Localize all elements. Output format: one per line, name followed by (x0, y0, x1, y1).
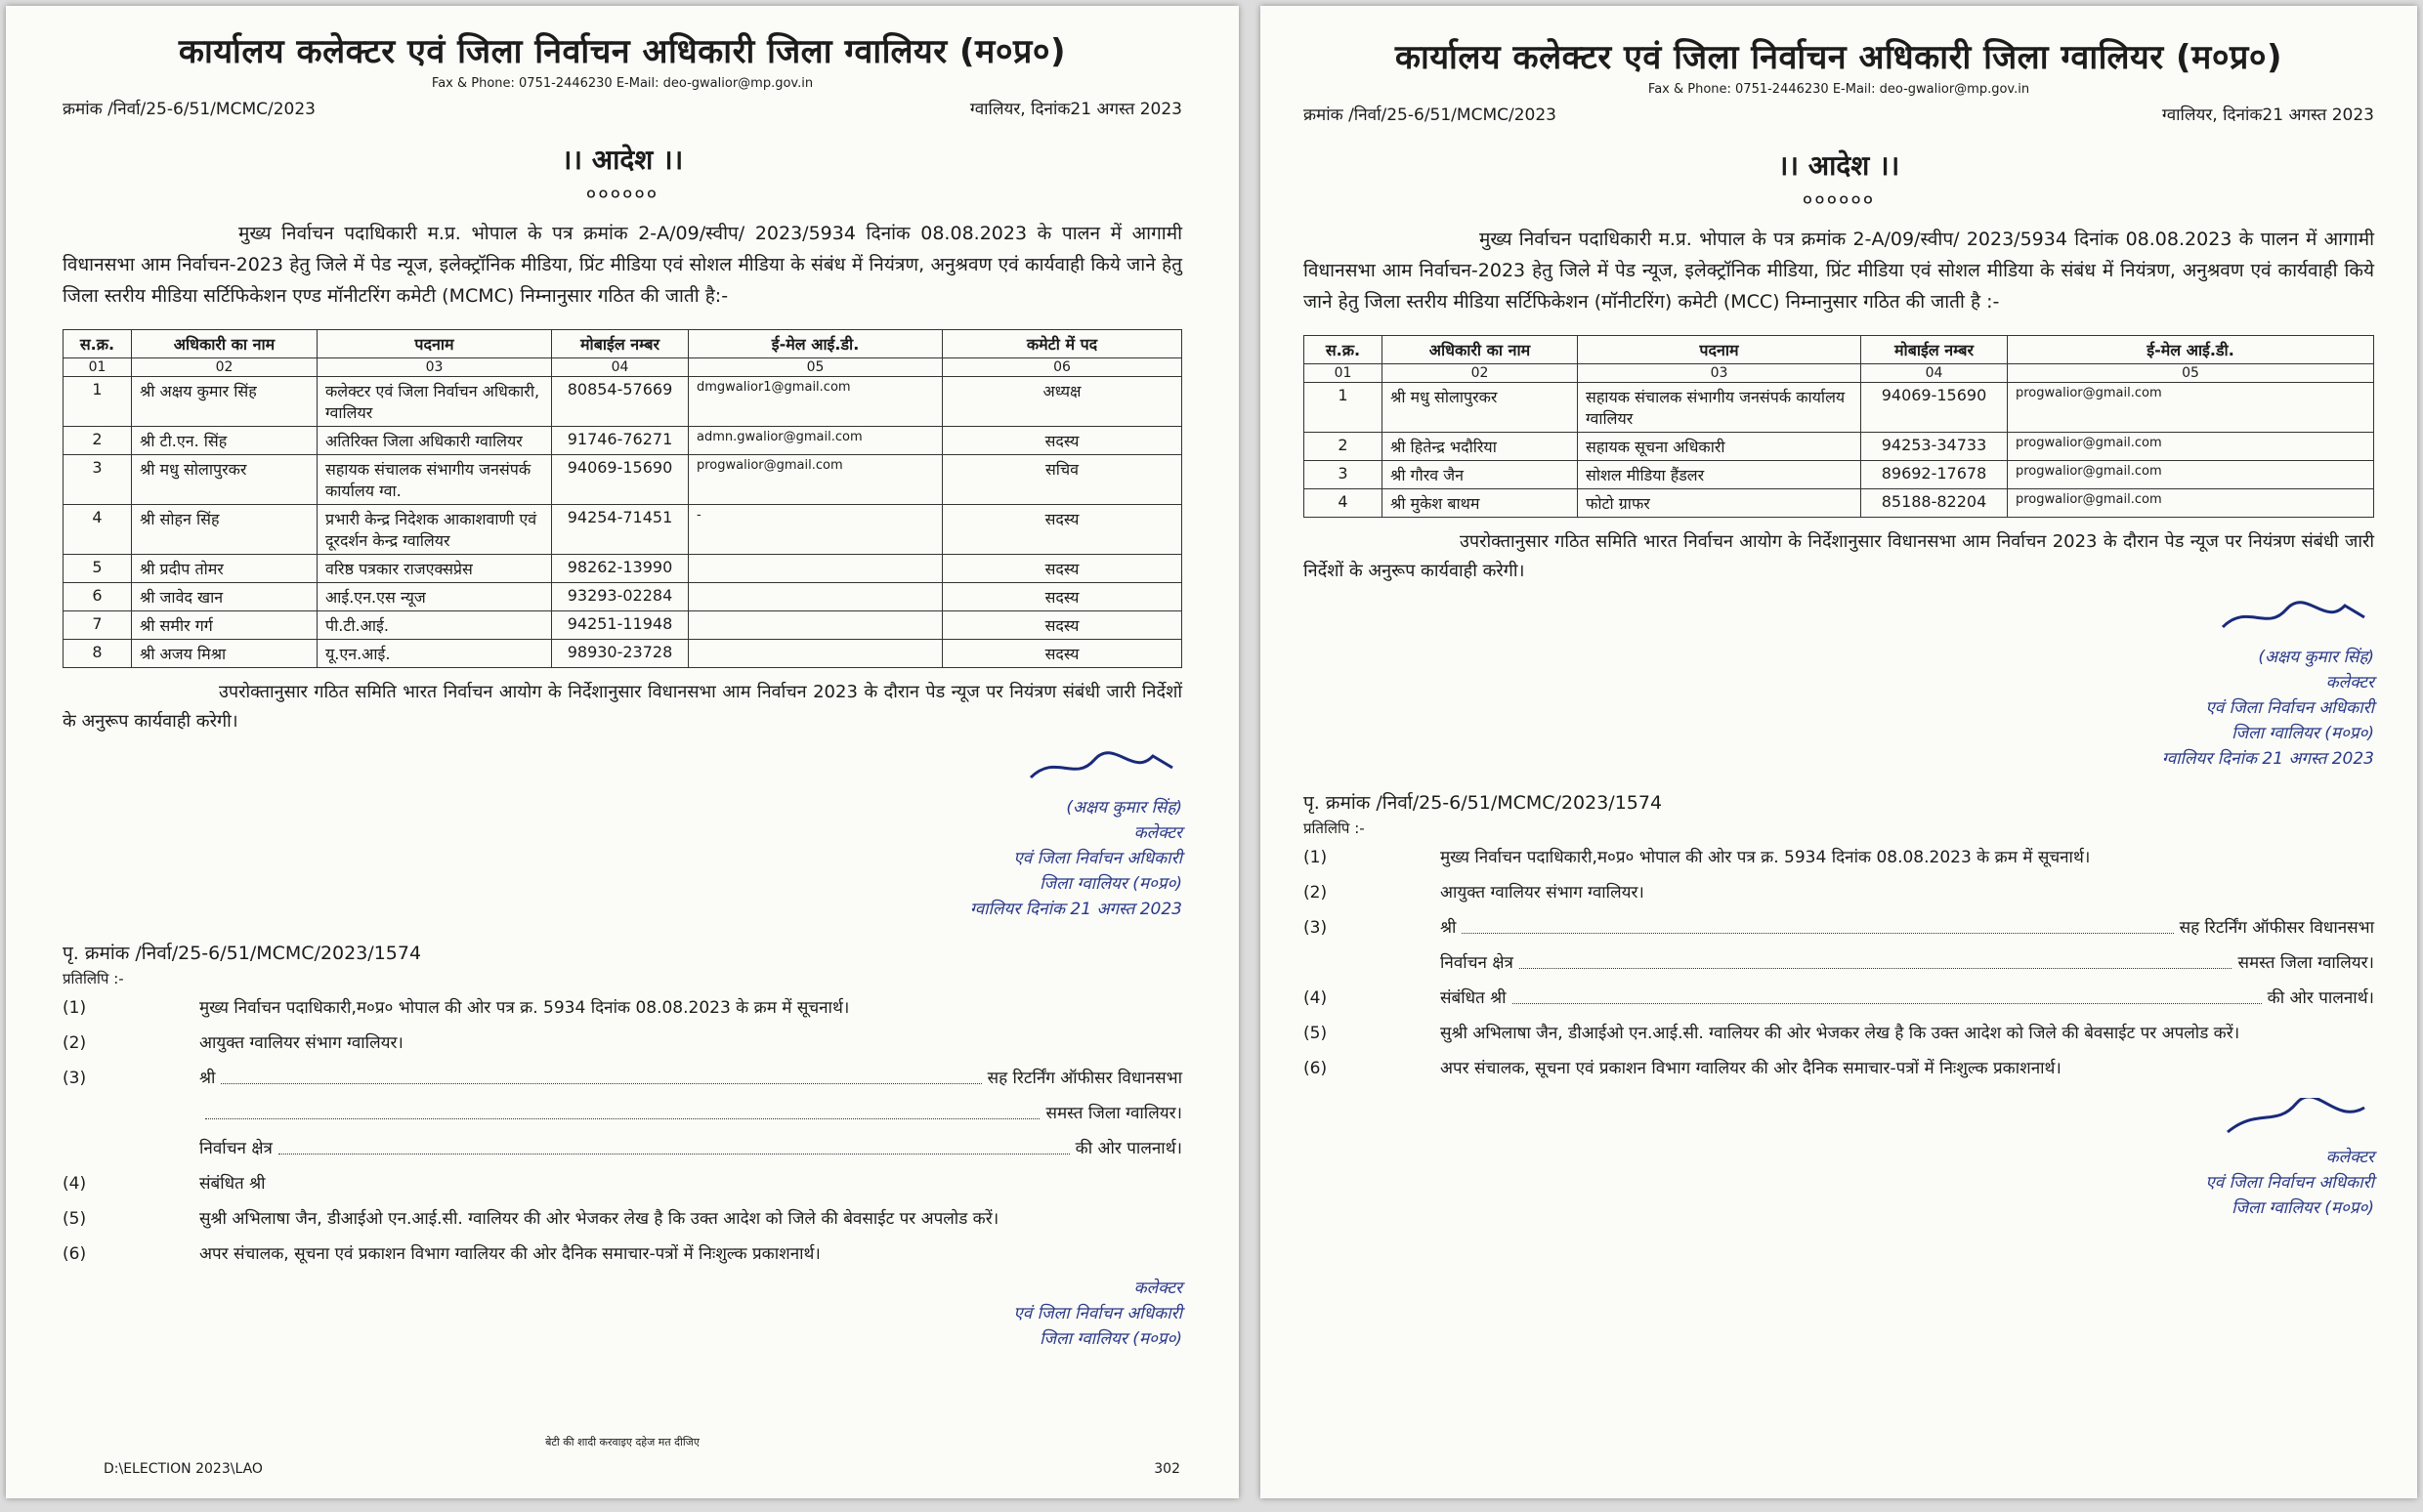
cell-designation: फोटो ग्राफर (1578, 489, 1861, 518)
signatory-district: जिला ग्वालियर (म०प्र०) (1040, 874, 1182, 894)
table-row (1304, 489, 2374, 518)
cell-serial: 1 (1304, 383, 1382, 433)
closing-paragraph: उपरोक्तानुसार गठित समिति भारत निर्वाचन आयोग के निर्देशानुसार विधानसभा आम निर्वाचन 2023 के दौरान पेड न्यूज पर नियंत्रण संबंधी जारी निर्देशों के अनुरूप कार्यवाही करेगी। (1303, 531, 2374, 581)
office-contact: Fax & Phone: 0751-2446230 E-Mail: deo-gwalior@mp.gov.in (1647, 82, 2030, 97)
signatory-name: (अक्षय कुमार सिंह) (2258, 648, 2374, 667)
copy-number (63, 1100, 199, 1127)
copy-line (199, 1135, 1182, 1162)
copy-label: प्रतिलिपि :- (63, 970, 124, 987)
cell-email: progwalior@gmail.com (2008, 461, 2374, 489)
signatory-district: जिला ग्वालियर (म०प्र०) (1040, 1329, 1182, 1349)
endorsement-reference: पृ. क्रमांक /निर्वा/25-6/51/MCMC/2023/1574 (63, 943, 422, 964)
cell-email (689, 555, 943, 583)
copy-text: श्री (199, 1069, 216, 1088)
cell-email: dmgwalior1@gmail.com (689, 377, 943, 427)
list-item (63, 1135, 1182, 1162)
cell-mobile: 80854-57669 (552, 377, 689, 427)
order-title: ।। आदेश ।। (561, 144, 684, 176)
copy-text-tail: समस्त जिला ग्वालियर। (1045, 1104, 1182, 1123)
col-number: 05 (2008, 364, 2374, 383)
cell-serial: 8 (64, 640, 132, 668)
table-row (64, 555, 1182, 583)
cell-email: progwalior@gmail.com (2008, 433, 2374, 461)
cell-serial: 1 (64, 377, 132, 427)
table-row (1304, 383, 2374, 433)
table-number-row (64, 358, 1182, 377)
cell-serial: 5 (64, 555, 132, 583)
cell-name: श्री मधु सोलापुरकर (1382, 383, 1578, 433)
copy-number: (6) (63, 1244, 87, 1264)
signatory-office: एवं जिला निर्वाचन अधिकारी (1013, 1304, 1182, 1323)
cell-serial: 2 (1304, 433, 1382, 461)
committee-table (1303, 335, 2374, 518)
table-row (64, 427, 1182, 455)
col-number: 06 (943, 358, 1182, 377)
table-row (1304, 433, 2374, 461)
cell-name: श्री गौरव जैन (1382, 461, 1578, 489)
copy-line (199, 1065, 1182, 1092)
cell-name: श्री हितेन्द्र भदौरिया (1382, 433, 1578, 461)
cell-serial: 2 (64, 427, 132, 455)
signatory-title: कलेक्टर (1133, 1279, 1182, 1298)
page-number: 302 (1154, 1461, 1180, 1477)
order-title-underline: ०००००० (585, 182, 659, 205)
signature-scribble-icon (1026, 748, 1182, 787)
cell-designation: आई.एन.एस न्यूज (318, 583, 552, 611)
cell-mobile: 94253-34733 (1861, 433, 2008, 461)
blank-line (205, 1118, 1040, 1119)
cell-name: श्री समीर गर्ग (132, 611, 318, 640)
cell-mobile: 91746-76271 (552, 427, 689, 455)
list-item (63, 1170, 1182, 1197)
signature-date: ग्वालियर दिनांक 21 अगस्त 2023 (969, 900, 1182, 919)
signatory-name: (अक्षय कुमार सिंह) (1066, 798, 1182, 818)
endorsement-reference: पृ. क्रमांक /निर्वा/25-6/51/MCMC/2023/1574 (1303, 792, 1663, 814)
cell-email: - (689, 505, 943, 555)
col-header-email: ई-मेल आई.डी. (2008, 336, 2374, 364)
cell-role: सदस्य (943, 505, 1182, 555)
cell-mobile: 94251-11948 (552, 611, 689, 640)
reference-number: क्रमांक /निर्वा/25-6/51/MCMC/2023 (63, 100, 316, 119)
cell-name: श्री मुकेश बाथम (1382, 489, 1578, 518)
cell-designation: प्रभारी केन्द्र निदेशक आकाशवाणी एवं दूरदर्शन केन्द्र ग्वालियर (318, 505, 552, 555)
col-header-name: अधिकारी का नाम (1382, 336, 1578, 364)
left-document-page (6, 6, 1239, 1498)
col-number: 04 (1861, 364, 2008, 383)
signatory-district: जिला ग्वालियर (म०प्र०) (2232, 1198, 2374, 1218)
copy-line (1440, 914, 2374, 942)
copy-line (199, 1100, 1182, 1127)
signature-scribble-icon (2218, 598, 2374, 637)
copy-number: (4) (1303, 988, 1328, 1008)
blank-line (1512, 1003, 2262, 1004)
cell-mobile: 93293-02284 (552, 583, 689, 611)
list-item (1303, 914, 2374, 942)
blank-line (1462, 933, 2173, 934)
blank-line (1519, 968, 2232, 969)
committee-table (63, 329, 1182, 668)
reference-row (1303, 103, 2374, 125)
copy-text: निर्वाचन क्षेत्र (199, 1139, 273, 1158)
list-item (63, 1240, 1182, 1268)
cell-mobile: 98930-23728 (552, 640, 689, 668)
signature-block-2 (63, 1276, 1182, 1352)
footnote: बेटी की शादी करवाइए दहेज मत दीजिए (545, 1436, 700, 1449)
copy-text-tail: सह रिटर्निंग ऑफीसर विधानसभा (2179, 918, 2374, 938)
col-header-mobile: मोबाईल नम्बर (552, 330, 689, 358)
committee-table-body (64, 377, 1182, 668)
list-item (63, 1100, 1182, 1127)
col-header-serial: स.क्र. (1304, 336, 1382, 364)
reference-number: क्रमांक /निर्वा/25-6/51/MCMC/2023 (1303, 105, 1556, 125)
table-row (64, 611, 1182, 640)
office-title: कार्यालय कलेक्टर एवं जिला निर्वाचन अधिकारी जिला ग्वालियर (म०प्र०) (1394, 38, 2283, 77)
cell-name: श्री प्रदीप तोमर (132, 555, 318, 583)
copy-number: (4) (63, 1174, 87, 1194)
col-header-name: अधिकारी का नाम (132, 330, 318, 358)
page-footer (104, 1461, 1180, 1477)
list-item (63, 994, 1182, 1022)
copy-text: अपर संचालक, सूचना एवं प्रकाशन विभाग ग्वालियर की ओर दैनिक समाचार-पत्रों में निःशुल्क प्रकाशनार्थ। (199, 1244, 821, 1264)
right-document-page (1260, 6, 2417, 1498)
copy-text: अपर संचालक, सूचना एवं प्रकाशन विभाग ग्वालियर की ओर दैनिक समाचार-पत्रों में निःशुल्क प्रकाशनार्थ। (1440, 1059, 2062, 1078)
cell-role: सदस्य (943, 611, 1182, 640)
cell-mobile: 94069-15690 (1861, 383, 2008, 433)
table-row (64, 455, 1182, 505)
cell-designation: सहायक संचालक संभागीय जनसंपर्क कार्यालय ग्वा. (318, 455, 552, 505)
cell-mobile: 98262-13990 (552, 555, 689, 583)
cell-serial: 6 (64, 583, 132, 611)
copy-text-tail: समस्त जिला ग्वालियर। (2237, 953, 2374, 973)
copy-label: प्रतिलिपि :- (1303, 819, 1365, 837)
cell-serial: 7 (64, 611, 132, 640)
cell-role: सदस्य (943, 555, 1182, 583)
table-number-row (1304, 364, 2374, 383)
copy-text: सुश्री अभिलाषा जैन, डीआईओ एन.आई.सी. ग्वालियर की ओर भेजकर लेख है कि उक्त आदेश को जिले की बेवसाईट पर अपलोड करें। (199, 1209, 999, 1229)
blank-line (221, 1083, 981, 1084)
cell-name: श्री जावेद खान (132, 583, 318, 611)
copy-text: आयुक्त ग्वालियर संभाग ग्वालियर। (1440, 883, 1644, 903)
list-item (1303, 985, 2374, 1012)
cell-role: सदस्य (943, 427, 1182, 455)
cell-mobile: 85188-82204 (1861, 489, 2008, 518)
signatory-office: एवं जिला निर्वाचन अधिकारी (2205, 698, 2374, 718)
cell-email: progwalior@gmail.com (689, 455, 943, 505)
cell-role: सचिव (943, 455, 1182, 505)
signature-block-2 (1303, 1098, 2374, 1221)
cell-name: श्री मधु सोलापुरकर (132, 455, 318, 505)
cell-role: अध्यक्ष (943, 377, 1182, 427)
copy-text: संबंधित श्री (1440, 988, 1507, 1008)
list-item (1303, 1055, 2374, 1082)
signature-block (1303, 598, 2374, 772)
copy-text-tail: सह रिटर्निंग ऑफीसर विधानसभा (987, 1069, 1182, 1088)
copy-text: आयुक्त ग्वालियर संभाग ग्वालियर। (199, 1033, 404, 1053)
cell-serial: 4 (1304, 489, 1382, 518)
cell-name: श्री सोहन सिंह (132, 505, 318, 555)
copy-text: सुश्री अभिलाषा जैन, डीआईओ एन.आई.सी. ग्वालियर की ओर भेजकर लेख है कि उक्त आदेश को जिले की बेवसाईट पर अपलोड करें। (1440, 1024, 2240, 1043)
copy-number (1303, 949, 1440, 977)
col-header-role: कमेटी में पद (943, 330, 1182, 358)
blank-line (278, 1154, 1070, 1155)
cell-name: श्री अक्षय कुमार सिंह (132, 377, 318, 427)
copy-number (63, 1135, 199, 1162)
list-item (1303, 844, 2374, 871)
order-intro: मुख्य निर्वाचन पदाधिकारी म.प्र. भोपाल के पत्र क्रमांक 2-A/09/स्वीप/ 2023/5934 दिनांक 08.08.2023 के पालन में आगामी विधानसभा आम निर्वाचन-2023 हेतु जिले में पेड न्यूज, इलेक्ट्रॉनिक मीडिया, प्रिंट मीडिया एवं सोशल मीडिया के संबंध में नियंत्रण, अनुश्रवण एवं कार्यवाही किये जाने हेतु जिला स्तरीय मीडिया सर्टिफिकेशन एण्ड मॉनीटरिंग कमेटी (MCMC) निम्नानुसार गठित की जाती है:- (63, 223, 1182, 307)
col-header-designation: पदनाम (318, 330, 552, 358)
cell-serial: 3 (64, 455, 132, 505)
list-item (1303, 949, 2374, 977)
col-header-designation: पदनाम (1578, 336, 1861, 364)
committee-table-body (1304, 383, 2374, 518)
table-header-row (64, 330, 1182, 358)
reference-date: ग्वालियर, दिनांक21 अगस्त 2023 (969, 100, 1182, 119)
col-number: 05 (689, 358, 943, 377)
reference-date: ग्वालियर, दिनांक21 अगस्त 2023 (2161, 105, 2374, 125)
table-header-row (1304, 336, 2374, 364)
signatory-district: जिला ग्वालियर (म०प्र०) (2232, 724, 2374, 743)
cell-email (689, 640, 943, 668)
cell-designation: वरिष्ठ पत्रकार राजएक्सप्रेस (318, 555, 552, 583)
copy-number: (3) (63, 1069, 87, 1088)
cell-email (689, 611, 943, 640)
list-item (63, 1029, 1182, 1057)
cell-email: admn.gwalior@gmail.com (689, 427, 943, 455)
cell-serial: 4 (64, 505, 132, 555)
cell-email: progwalior@gmail.com (2008, 489, 2374, 518)
cell-role: सदस्य (943, 640, 1182, 668)
cell-designation: कलेक्टर एवं जिला निर्वाचन अधिकारी, ग्वालियर (318, 377, 552, 427)
cell-serial: 3 (1304, 461, 1382, 489)
table-row (64, 583, 1182, 611)
cell-designation: सहायक संचालक संभागीय जनसंपर्क कार्यालय ग्वालियर (1578, 383, 1861, 433)
cell-mobile: 94254-71451 (552, 505, 689, 555)
col-header-serial: स.क्र. (64, 330, 132, 358)
signatory-title: कलेक्टर (2325, 1148, 2374, 1167)
signatory-title: कलेक्टर (1133, 823, 1182, 843)
order-title-underline: ०००००० (1802, 188, 1876, 211)
copy-text-tail: की ओर पालनार्थ। (2267, 988, 2374, 1008)
list-item (63, 1065, 1182, 1092)
table-row (64, 377, 1182, 427)
copy-text: संबंधित श्री (199, 1174, 266, 1194)
col-header-email: ई-मेल आई.डी. (689, 330, 943, 358)
cell-designation: सोशल मीडिया हैंडलर (1578, 461, 1861, 489)
cell-role: सदस्य (943, 583, 1182, 611)
signature-block (63, 748, 1182, 922)
copy-number: (2) (63, 1033, 87, 1053)
cell-designation: सहायक सूचना अधिकारी (1578, 433, 1861, 461)
copy-list (63, 994, 1182, 1268)
copy-number: (3) (1303, 918, 1328, 938)
list-item (1303, 1020, 2374, 1047)
cell-designation: पी.टी.आई. (318, 611, 552, 640)
copy-line (1440, 985, 2374, 1012)
cell-mobile: 89692-17678 (1861, 461, 2008, 489)
file-path: D:\ELECTION 2023\LAO (104, 1461, 263, 1477)
signature-date: ग्वालियर दिनांक 21 अगस्त 2023 (2161, 749, 2374, 769)
office-title: कार्यालय कलेक्टर एवं जिला निर्वाचन अधिकारी जिला ग्वालियर (म०प्र०) (178, 32, 1067, 71)
copy-text: निर्वाचन क्षेत्र (1440, 953, 1513, 973)
office-contact: Fax & Phone: 0751-2446230 E-Mail: deo-gwalior@mp.gov.in (431, 76, 814, 91)
cell-designation: अतिरिक्त जिला अधिकारी ग्वालियर (318, 427, 552, 455)
copy-text-tail: की ओर पालनार्थ। (1075, 1139, 1182, 1158)
col-number: 04 (552, 358, 689, 377)
col-number: 03 (1578, 364, 1861, 383)
order-title: ।। आदेश ।। (1777, 149, 1900, 182)
copy-number: (6) (1303, 1059, 1328, 1078)
cell-email (689, 583, 943, 611)
copy-list (1303, 844, 2374, 1082)
order-intro: मुख्य निर्वाचन पदाधिकारी म.प्र. भोपाल के पत्र क्रमांक 2-A/09/स्वीप/ 2023/5934 दिनांक 08.08.2023 के पालन में आगामी विधानसभा आम निर्वाचन-2023 हेतु जिले में पेड न्यूज, इलेक्ट्रॉनिक मीडिया, प्रिंट मीडिया एवं सोशल मीडिया के संबंध में नियंत्रण, अनुश्रवण एवं कार्यवाही किये जाने हेतु जिला स्तरीय मीडिया सर्टिफिकेशन (मॉनीटरिंग) कमेटी (MCC) निम्नानुसार गठित की जाती है :- (1303, 229, 2374, 313)
col-number: 01 (1304, 364, 1382, 383)
col-number: 02 (1382, 364, 1578, 383)
copy-text: श्री (1440, 918, 1457, 938)
col-number: 03 (318, 358, 552, 377)
signatory-office: एवं जिला निर्वाचन अधिकारी (2205, 1173, 2374, 1193)
cell-mobile: 94069-15690 (552, 455, 689, 505)
copy-number: (2) (1303, 883, 1328, 903)
cell-email: progwalior@gmail.com (2008, 383, 2374, 433)
col-header-mobile: मोबाईल नम्बर (1861, 336, 2008, 364)
reference-row (63, 97, 1182, 119)
signatory-title: कलेक्टर (2325, 673, 2374, 693)
table-row (1304, 461, 2374, 489)
closing-paragraph: उपरोक्तानुसार गठित समिति भारत निर्वाचन आयोग के निर्देशानुसार विधानसभा आम निर्वाचन 2023 के दौरान पेड न्यूज पर नियंत्रण संबंधी जारी निर्देशों के अनुरूप कार्यवाही करेगी। (63, 682, 1182, 732)
signatory-office: एवं जिला निर्वाचन अधिकारी (1013, 849, 1182, 868)
copy-line (1440, 949, 2374, 977)
col-number: 01 (64, 358, 132, 377)
cell-name: श्री अजय मिश्रा (132, 640, 318, 668)
copy-text: मुख्य निर्वाचन पदाधिकारी,म०प्र० भोपाल की ओर पत्र क्र. 5934 दिनांक 08.08.2023 के क्रम में सूचनार्थ। (199, 998, 850, 1018)
copy-number: (5) (63, 1209, 87, 1229)
copy-text: मुख्य निर्वाचन पदाधिकारी,म०प्र० भोपाल की ओर पत्र क्र. 5934 दिनांक 08.08.2023 के क्रम में सूचनार्थ। (1440, 848, 2091, 867)
signature-scribble-icon (2218, 1098, 2374, 1137)
copy-number: (1) (1303, 848, 1328, 867)
list-item (63, 1205, 1182, 1233)
table-row (64, 505, 1182, 555)
list-item (1303, 879, 2374, 906)
col-number: 02 (132, 358, 318, 377)
cell-designation: यू.एन.आई. (318, 640, 552, 668)
copy-number: (5) (1303, 1024, 1328, 1043)
copy-number: (1) (63, 998, 87, 1018)
table-row (64, 640, 1182, 668)
cell-name: श्री टी.एन. सिंह (132, 427, 318, 455)
